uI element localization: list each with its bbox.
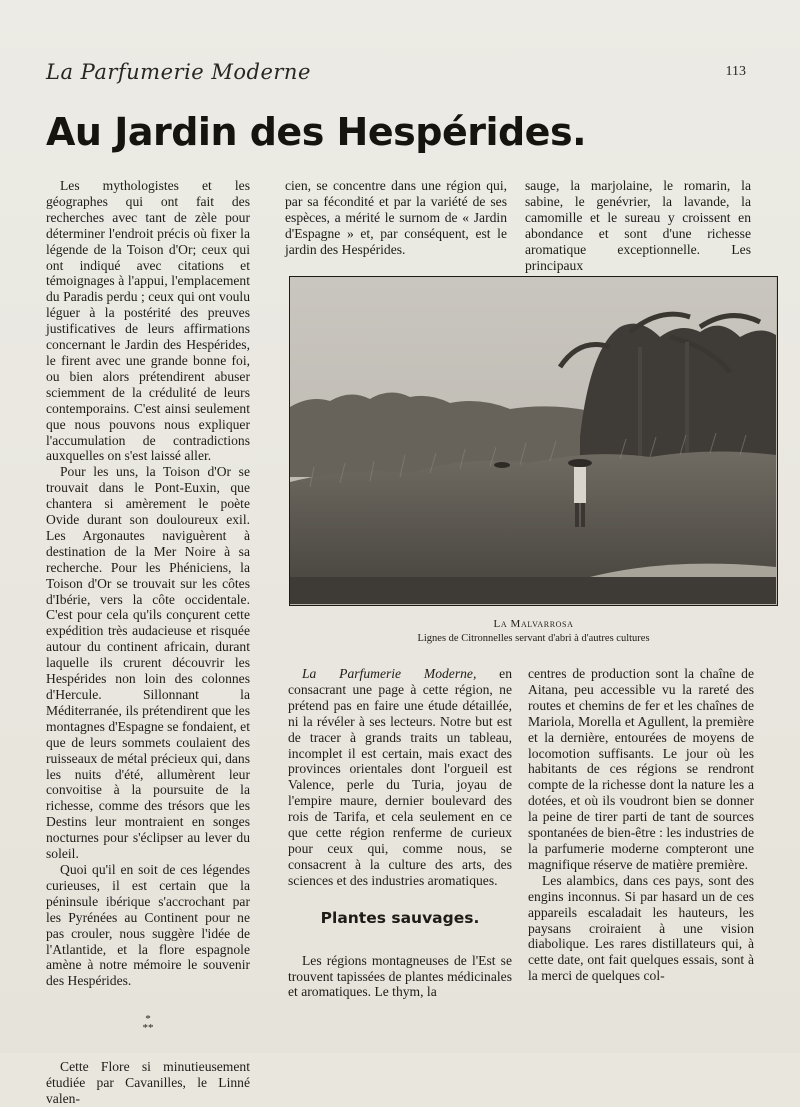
paragraph: Quoi qu'il en soit de ces légendes curieuses, il est certain que la péninsule ibérique s'accrochant par les Pyrénées au Continent pour ne pas crouler, nous suggère l'idée de l'Atlantide, et la flore espagnole amène à notre mémoire le souvenir des Hespérides. xyxy=(46,861,250,989)
paragraph-text: en consacrant une page à cette région, ne prétend pas en faire une étude détaillée, ni la révéler à ses lecteurs. Notre but est de tracer à grands traits un tableau, incomplet il est certain, mais exact des provinces orientales dont l'orgueil est Valence, perle du Turia, joyau de l'empire maure, dernier boulevard des rois de Tarifa, et cela seulement en ce que cette région renferme de curieux pour ceux qui, comme nous, se consacrent à la culture des arts, des sciences et des industries aromatiques. xyxy=(288,666,512,888)
column-2-top xyxy=(285,178,507,258)
photograph-malvarrosa xyxy=(289,276,778,606)
caption-subtitle: Lignes de Citronnelles servant d'abri à d'autres cultures xyxy=(417,633,650,644)
paragraph: Cette Flore si minutieusement étudiée par Cavanilles, le Linné valen- xyxy=(46,1059,250,1107)
paragraph: Les régions montagneuses de l'Est se trouvent tapissées de plantes médicinales et aromatiques. Le thym, la xyxy=(288,952,512,1000)
paragraph xyxy=(288,666,512,889)
page-number: 113 xyxy=(725,64,746,79)
figure-caption xyxy=(289,618,778,644)
photo-landscape-illustration xyxy=(290,277,776,604)
paragraph: Pour les uns, la Toison d'Or se trouvait dans le Pont-Euxin, que chantera si amèrement le poète Ovide durant son douloureux exil. Les Argonautes naviguèrent à destination de la Mer Noire à sa recherche. Pour les Phéniciens, la Toison d'Or se trouvait sur les côtes d'Ibérie, vers la côte occidentale. C'est pour cela qu'ils conçurent cette expédition très audacieuse et risquée autour du continent africain, durant laquelle ils crurent découvrir les Hespérides non loin des colonnes d'Hercule. Sillonnant la Méditerranée, ils prétendirent que les montagnes d'Espagne se fondaient, et que de leurs sommets coulaient des ruisseaux de métal précieux qui, dans les nuits d'été, allumèrent leur convoitise à la poursuite de la richesse, comme des trésors que les Destins leur montraient en songes nocturnes pour s'éclipser au lever du soleil. xyxy=(46,464,250,862)
column-3-top xyxy=(525,178,751,273)
column-2-bottom xyxy=(288,666,512,1000)
paragraph: cien, se concentre dans une région qui, par sa fécondité et par la variété de ses espèces, a mérité le surnom de « Jardin d'Espagne » et, par conséquent, est le jardin des Hespérides. xyxy=(285,178,507,257)
caption-title: La Malvarrosa xyxy=(493,618,574,630)
section-subheading: Plantes sauvages. xyxy=(320,908,480,927)
paragraph: centres de production sont la chaîne de Aitana, peu accessible vu la rareté des routes et chemins de fer et les chaînes de Mariola, Morella et Agullent, la première et la dernière, entourées de moyens de locomotion suffisants. Le jour où les habitants de ces régions se rendront compte de la richesse dont la nature les a dotées, et où ils voudront bien se donner la peine de tirer parti de tant de sources spontanées de bien-être : les industries de la parfumerie moderne compteront une magnifique réserve de matière première. xyxy=(528,666,754,872)
journal-title: La Parfumerie Moderne xyxy=(46,60,311,84)
column-3-bottom xyxy=(528,666,754,984)
paragraph: Les mythologistes et les géographes qui ont fait des recherches avec tant de zèle pour déterminer l'endroit précis où fixer la légende de la Toison d'Or; ceux qui ont indiqué avec citations et témoignages à l'appui, l'emplacement du Paradis perdu ; ceux qui ont voulu léguer à la postérité des preuves justificatives de leurs affirmations concernant le Jardin des Hespérides, le firent avec une grande bonne foi, ou bien alors prétendirent abuser sciemment de la crédulité de leurs contemporains. C'est ainsi seulement que nous pouvons nous expliquer l'accumulation de contradictions auxquelles on s'est laissé aller. xyxy=(46,178,250,464)
article-title: Au Jardin des Hespérides. xyxy=(46,110,587,154)
section-separator-stars: * ** xyxy=(142,1013,154,1035)
paragraph: Les alambics, dans ces pays, sont des engins inconnus. Si par hasard un de ces appareils escaladait les hauteurs, les paysans croiraient à une vision diabolique. Les rares distillateurs qui, à cette date, ont fait quelques essais, sont à la merci de quelques col- xyxy=(528,872,754,984)
column-1 xyxy=(46,178,250,1107)
paragraph: sauge, la marjolaine, le romarin, la sabine, le genévrier, la lavande, la camomille et le sureau y croissent en abondance et sont d'une richesse aromatique exceptionnelle. Les principaux xyxy=(525,178,751,273)
journal-name-italic: La Parfumerie Moderne, xyxy=(302,666,477,681)
